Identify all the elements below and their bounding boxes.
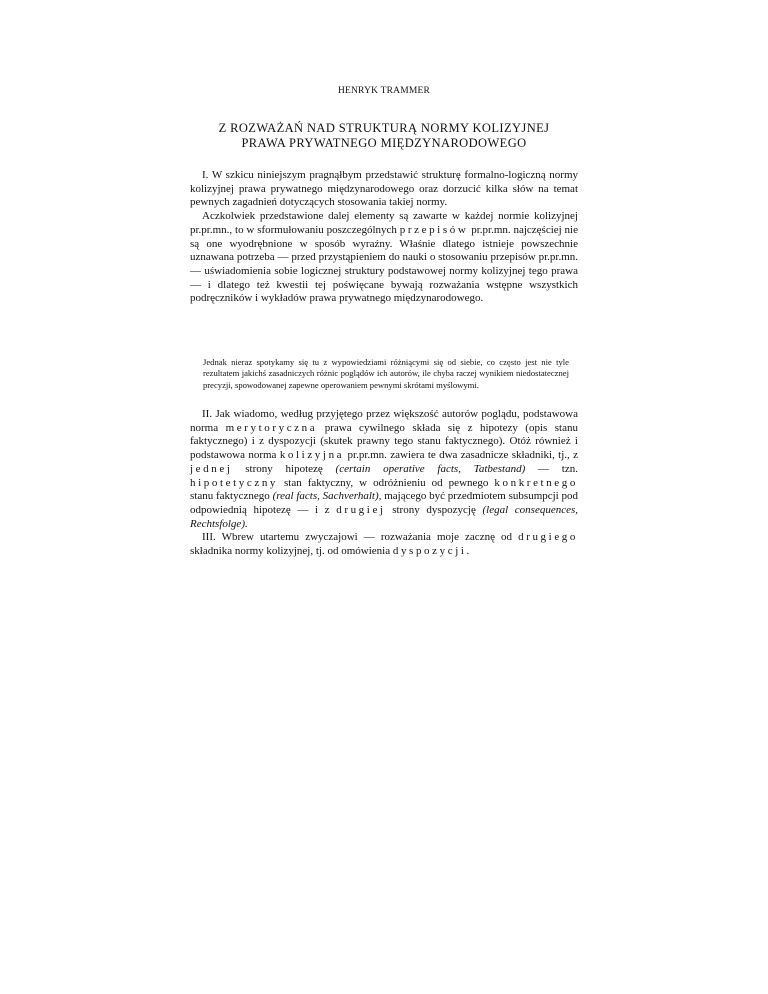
article-title: [0, 121, 768, 151]
note-text: Jednak nieraz spotykamy się tu z wypowiedziami różniącymi się od siebie, co często jest nie tyle rezultatem jakichś zasadniczych różnic poglądów ich autorów, ile chyba raczej wynikiem niedostatecznej precyzji, spowodowanej zapewne operowaniem pewnymi skrótami myślowymi.: [203, 357, 569, 390]
p3-text-i: strony dyspozycję: [392, 503, 476, 516]
p3-text-f: stan faktyczny, w odróżnieniu od pewnego: [284, 476, 489, 489]
emphasis-kolizyjna: kolizyjna: [279, 449, 345, 462]
p3-text-e: — tzn.: [538, 462, 578, 475]
paragraph-4: [190, 531, 578, 558]
italic-real-facts: (real facts, Sachverhalt),: [272, 490, 382, 503]
paragraph-2-text-b: pr.pr.mn. najczęściej nie są one wyodrębnione w sposób wyraźny. Właśnie dlatego istnieje powszechnie uznawana potrzeba — przed przystąpieniem do nauki o stosowaniu przepisów pr.pr.mn. — uświadomienia sobie logicznej struktury podstawowej normy kolizyjnej tego prawa — i dlatego też kwestii tej poświęcane bywają rozważania wstępne wszystkich podręczników i wykładów prawa prywatnego międzynarodowego.: [190, 223, 578, 305]
emphasis-drugiej: drugiej: [336, 503, 386, 516]
emphasis-dyspozycji: dyspozycji.: [392, 545, 472, 558]
emphasis-hipotetyczny: hipotetyczny: [190, 476, 279, 489]
body-section-2: [190, 408, 578, 559]
title-line-2: PRAWA PRYWATNEGO MIĘDZYNARODOWEGO: [241, 136, 527, 150]
title-line-1: Z ROZWAŻAŃ NAD STRUKTURĄ NORMY KOLIZYJNEJ: [218, 121, 550, 135]
p3-text-g: stanu faktycznego: [190, 490, 270, 503]
p3-text-d: strony hipotezę: [245, 462, 323, 475]
p3-text-a: II. Jak wiadomo, według przyjętego przez większość autorów poglądu, podstawowa norma: [190, 408, 578, 434]
p3-text-c: pr.pr.mn. zawiera te dwa zasadnicze składniki, tj., z: [347, 449, 579, 462]
emphasis-jednej: jednej: [190, 462, 233, 475]
italic-certain-operative-facts: (certain operative facts, Tatbestand): [335, 462, 526, 475]
emphasis-drugiego: drugiego: [518, 531, 578, 544]
p4-text-a: III. Wbrew utartemu zwyczajowi — rozważania moje zacznę od: [202, 531, 513, 544]
paragraph-2: [190, 210, 578, 306]
paragraph-2-text-a: Aczkolwiek przedstawione dalej elementy są zawarte w każdej normie kolizyjnej pr.pr.mn., to w sformułowaniu poszczególnych: [190, 210, 578, 236]
emphasis-przepisow: przepisów: [399, 223, 469, 236]
paragraph-3: [190, 408, 578, 531]
paragraph-1: I. W szkicu niniejszym pragnąłbym przedstawić strukturę formalno-logiczną normy kolizyjnej prawa prywatnego międzynarodowego oraz dorzucić kilka słów na temat pewnych zagadnień dotyczących stosowania takiej normy.: [190, 169, 578, 209]
emphasis-konkretnego: konkretnego: [494, 476, 578, 489]
body-section-1: [190, 169, 578, 306]
italic-legal-consequences: (legal consequences, Rechtsfolge).: [190, 503, 579, 530]
author-name: HENRYK TRAMMER: [337, 86, 431, 96]
p3-text-h: mającego być przedmiotem subsumpcji pod odpowiednią hipotezę — i z: [190, 490, 579, 516]
small-print-note: [203, 357, 569, 391]
p4-text-b: składnika normy kolizyjnej, tj. od omówienia: [190, 545, 391, 558]
p3-text-b: prawa cywilnego składa się z hipotezy (opis stanu faktycznego) i z dyspozycji (skutek prawny tego stanu faktycznego). Otóż również i podstawowa norma: [190, 421, 578, 462]
emphasis-merytoryczna: merytoryczna: [225, 421, 318, 434]
